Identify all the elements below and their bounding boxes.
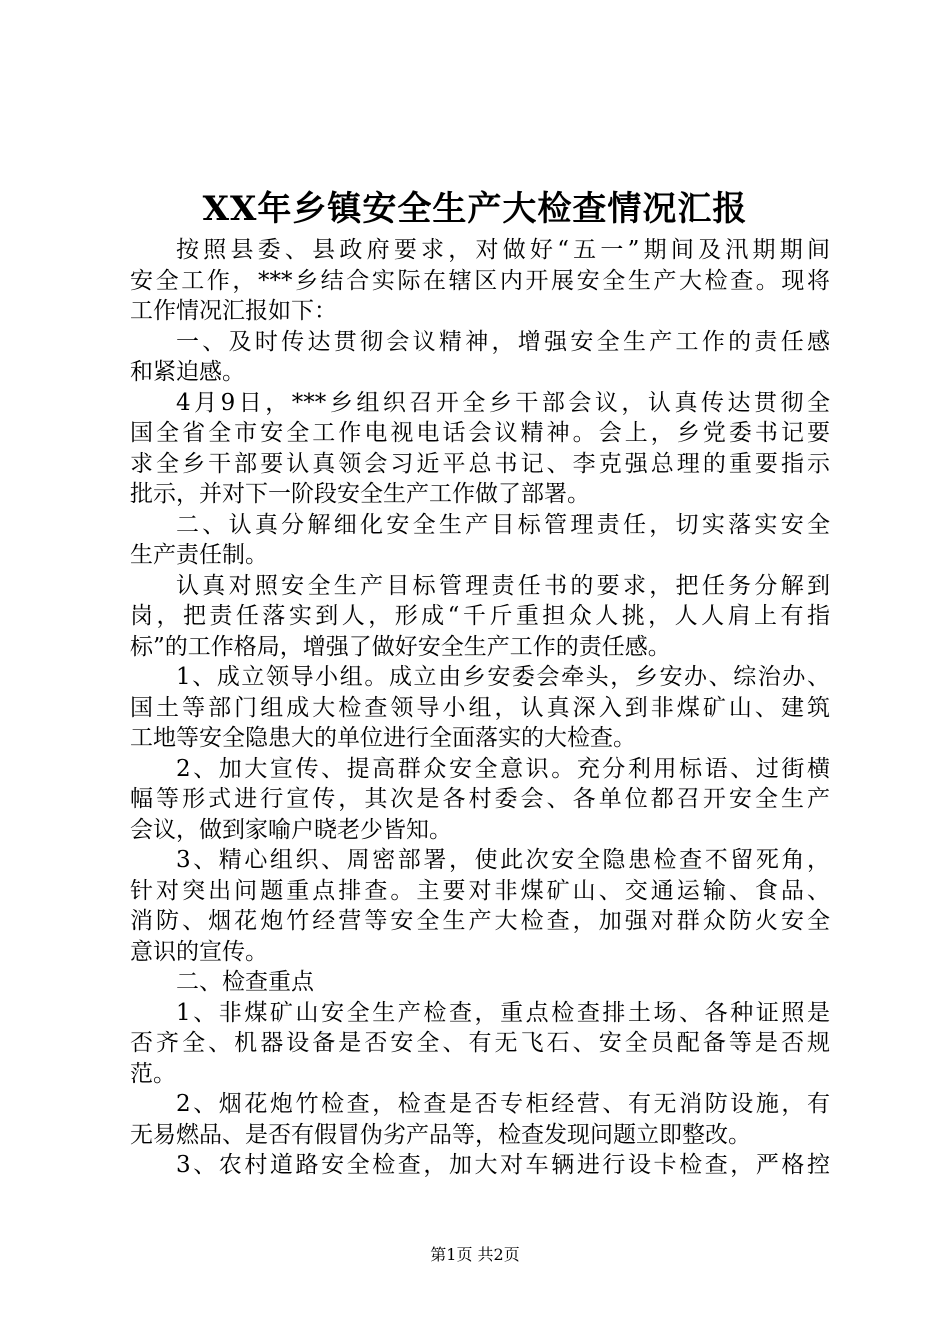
text-line: 安全工作，***乡结合实际在辖区内开展安全生产大检查。现将 bbox=[130, 267, 830, 294]
text-line: 针对突出问题重点排查。主要对非煤矿山、交通运输、食品、 bbox=[130, 877, 830, 904]
text-line: 求全乡干部要认真领会习近平总书记、李克强总理的重要指示 bbox=[130, 450, 830, 477]
text-line: 无易燃品、是否有假冒伪劣产品等，检查发现问题立即整改。 bbox=[130, 1121, 751, 1148]
text-line: 批示，并对下一阶段安全生产工作做了部署。 bbox=[130, 481, 590, 507]
text-line: 4月9日，***乡组织召开全乡干部会议，认真传达贯彻全 bbox=[176, 389, 830, 416]
document-title: XX年乡镇安全生产大检查情况汇报 bbox=[202, 189, 748, 229]
text-line: 2、加大宣传、提高群众安全意识。充分利用标语、过街横 bbox=[176, 755, 830, 782]
text-line: 1、成立领导小组。成立由乡安委会牵头，乡安办、综治办、 bbox=[176, 664, 830, 690]
text-line: 意识的宣传。 bbox=[130, 938, 268, 965]
text-line: 二、认真分解细化安全生产目标管理责任，切实落实安全 bbox=[176, 511, 830, 538]
text-line: 标”的工作格局，增强了做好安全生产工作的责任感。 bbox=[130, 633, 671, 660]
text-line: 2、烟花炮竹检查，检查是否专柜经营、有无消防设施，有 bbox=[176, 1091, 830, 1117]
text-line: 岗，把责任落实到人，形成“千斤重担众人挑，人人肩上有指 bbox=[130, 603, 830, 629]
text-line: 范。 bbox=[130, 1060, 176, 1087]
text-line: 会议，做到家喻户晓老少皆知。 bbox=[130, 816, 452, 843]
text-line: 国全省全市安全工作电视电话会议精神。会上，乡党委书记要 bbox=[130, 420, 830, 446]
page-footer: 第1页 共2页 bbox=[430, 1245, 520, 1264]
text-line: 工地等安全隐患大的单位进行全面落实的大检查。 bbox=[130, 725, 636, 751]
text-line: 幅等形式进行宣传，其次是各村委会、各单位都召开安全生产 bbox=[130, 786, 830, 812]
text-line: 国土等部门组成大检查领导小组，认真深入到非煤矿山、建筑 bbox=[130, 694, 830, 721]
text-line: 3、精心组织、周密部署，使此次安全隐患检查不留死角， bbox=[176, 847, 830, 873]
text-line: 否齐全、机器设备是否安全、有无飞石、安全员配备等是否规 bbox=[130, 1030, 830, 1056]
text-line: 一、及时传达贯彻会议精神，增强安全生产工作的责任感 bbox=[176, 328, 830, 355]
text-line: 3、农村道路安全检查，加大对车辆进行设卡检查，严格控 bbox=[176, 1152, 830, 1178]
text-line: 消防、烟花炮竹经营等安全生产大检查，加强对群众防火安全 bbox=[130, 908, 830, 934]
text-line: 1、非煤矿山安全生产检查，重点检查排土场、各种证照是 bbox=[176, 999, 830, 1026]
document-body bbox=[130, 235, 830, 1181]
text-line: 和紧迫感。 bbox=[130, 359, 245, 385]
text-line: 按照县委、县政府要求，对做好“五一”期间及汛期期间 bbox=[176, 237, 830, 263]
text-line: 工作情况汇报如下： bbox=[130, 298, 337, 324]
text-line: 生产责任制。 bbox=[130, 542, 268, 568]
text-line: 认真对照安全生产目标管理责任书的要求，把任务分解到 bbox=[176, 572, 830, 599]
text-line: 二、检查重点 bbox=[176, 969, 314, 995]
